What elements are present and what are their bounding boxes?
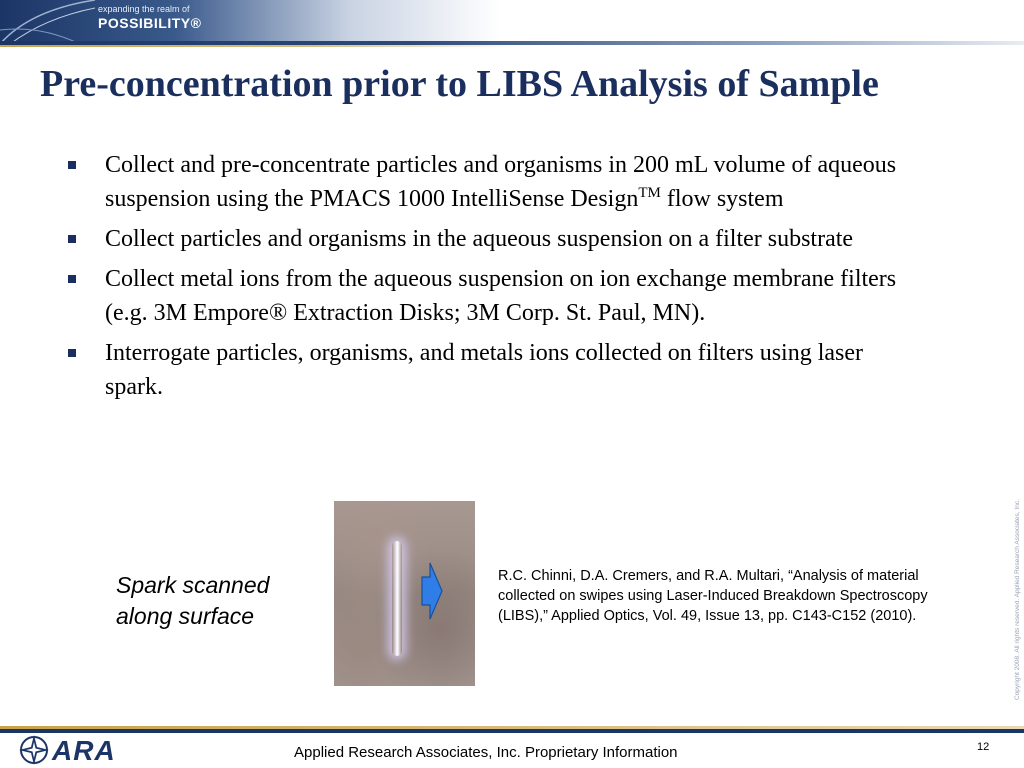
header-gold-rule — [0, 45, 520, 47]
bullet-item — [66, 148, 906, 216]
bullet-item — [66, 222, 906, 256]
spark-streak — [392, 541, 402, 656]
bullet-item — [66, 262, 906, 330]
banner-swirl-graphic — [0, 0, 95, 44]
laser-spark-photo — [334, 501, 475, 686]
company-logo-text: ARA — [52, 735, 116, 766]
page-number: 12 — [977, 741, 990, 753]
square-bullet-icon — [68, 235, 76, 243]
bullet-list — [66, 148, 906, 410]
bullet-item — [66, 336, 906, 404]
banner-tagline-big: POSSIBILITY® — [98, 15, 202, 31]
square-bullet-icon — [68, 275, 76, 283]
bullet-text: Collect and pre-concentrate particles and organisms in 200 mL volume of aqueous suspension using the PMACS 1000 IntelliSense Design — [105, 152, 897, 212]
square-bullet-icon — [68, 349, 76, 357]
bullet-text: Collect particles and organisms in the aqueous suspension on a filter substrate — [105, 226, 854, 252]
right-arrow-icon — [420, 561, 444, 621]
slide-title: Pre-concentration prior to LIBS Analysis of Sample — [40, 63, 879, 105]
bullet-text: Collect metal ions from the aqueous suspension on ion exchange membrane filters (e.g. 3M Empore® Extraction Disks; 3M Corp. St. Paul, MN). — [105, 266, 897, 326]
bullet-text: Interrogate particles, organisms, and metals ions collected on filters using laser spark. — [105, 340, 864, 400]
copyright-notice: Copyright 2008. All rights reserved. Applied Research Associates, Inc. — [1014, 499, 1021, 700]
compass-star-icon — [18, 734, 50, 766]
reference-citation: R.C. Chinni, D.A. Cremers, and R.A. Multari, “Analysis of material collected on swipes using Laser-Induced Breakdown Spectroscopy (LIBS),” Applied Optics, Vol. 49, Issue 13, pp. C143-C152 (2010). — [498, 568, 928, 624]
square-bullet-icon — [68, 161, 76, 169]
bullet-text-tail: flow system — [660, 186, 784, 212]
photo-caption: Spark scanned along surface — [116, 572, 270, 629]
banner-tagline-small: expanding the realm of — [98, 4, 190, 14]
trademark-superscript: TM — [638, 185, 661, 201]
footer-text: Applied Research Associates, Inc. Proprietary Information — [294, 744, 678, 761]
footer-rule — [0, 729, 1024, 733]
header-banner — [0, 0, 500, 44]
